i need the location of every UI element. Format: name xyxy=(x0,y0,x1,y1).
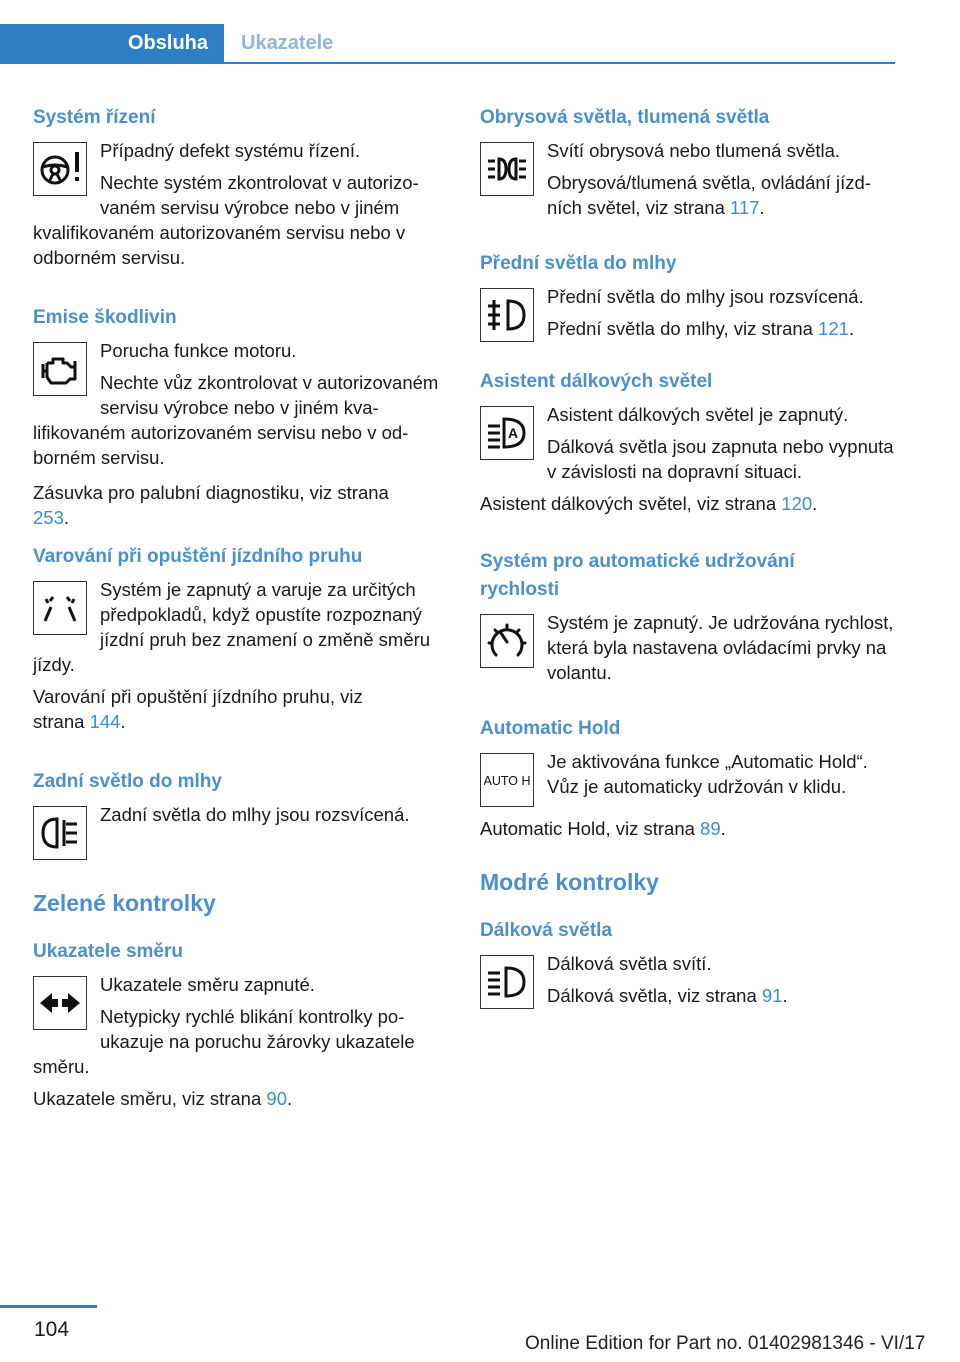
turn-signal-icon xyxy=(33,976,87,1030)
section-steering xyxy=(33,104,447,270)
auto-hold-icon xyxy=(480,753,534,807)
cross-reference xyxy=(33,684,393,734)
indicator-entry xyxy=(33,577,447,677)
page-link-144[interactable]: 144 xyxy=(89,711,121,732)
reference-text: Dálková světla, viz strana xyxy=(547,985,762,1006)
reference-text: Přední světla do mlhy, viz strana xyxy=(547,318,819,339)
high-beam-assistant-icon xyxy=(480,406,534,460)
section-turn-signals xyxy=(33,938,447,1111)
engine-check-icon xyxy=(33,342,87,396)
description-line: Nechte vůz zkontrolovat v autorizovaném servisu výrobce nebo v jiném kvalifikovaném autorizovaném servisu nebo v odborném servisu. xyxy=(33,372,439,468)
description-line: Dálková světla svítí. xyxy=(547,953,712,974)
description-line: Systém je zapnutý. Je udržována rychlost, která byla nastavena ovládacími prvky na volantu. xyxy=(547,612,894,683)
page-link-89[interactable]: 89 xyxy=(700,818,721,839)
rear-fog-light-icon xyxy=(33,806,87,860)
page-link-90[interactable]: 90 xyxy=(266,1088,287,1109)
description-line: Svítí obrysová nebo tlumená světla. xyxy=(547,140,841,161)
description-line: Ukazatele směru zapnuté. xyxy=(100,974,315,995)
section-heading: Asistent dálkových světel xyxy=(480,371,713,392)
indicator-entry xyxy=(480,951,894,1011)
cross-reference xyxy=(33,480,393,530)
reference-end: . xyxy=(120,711,126,732)
section-front-fog xyxy=(480,250,894,344)
section-lane-departure xyxy=(33,543,447,734)
indicator-entry xyxy=(33,802,447,862)
cruise-control-icon xyxy=(480,614,534,668)
page-link-91[interactable]: 91 xyxy=(761,985,783,1006)
reference-end: . xyxy=(848,318,855,339)
edition-note: Online Edition for Part no. 01402981346 - VI/17 xyxy=(525,1333,926,1354)
page-link-117[interactable]: 117 xyxy=(730,197,760,218)
section-high-beam xyxy=(480,917,894,1011)
green-indicators-title: Zelené kontrolky xyxy=(33,890,216,916)
section-heading: Dálková světla xyxy=(480,920,613,941)
lane-departure-icon xyxy=(33,581,87,635)
cross-reference xyxy=(33,1086,447,1111)
indicator-entry xyxy=(480,138,894,220)
indicator-entry xyxy=(33,338,447,470)
page-link-121[interactable]: 121 xyxy=(818,318,849,339)
section-heading: Automatic Hold xyxy=(480,718,621,739)
description-line: Asistent dálkových světel je zapnutý. xyxy=(547,404,849,425)
description-line: Dálková světla jsou zapnuta nebo vypnuta v závislosti na dopravní situaci. xyxy=(547,436,894,482)
page-number: 104 xyxy=(34,1318,70,1341)
reference-end: . xyxy=(782,985,788,1006)
section-high-beam-assistant xyxy=(480,368,894,516)
description-line: Zadní světla do mlhy jsou rozsvícená. xyxy=(100,804,410,825)
reference-end: . xyxy=(286,1088,293,1109)
section-heading: Emise škodlivin xyxy=(33,307,177,328)
front-fog-light-icon xyxy=(480,288,534,342)
description-line: Netypicky rychlé blikání kontrolky poukazuje na poruchu žárovky ukazatele směru. xyxy=(33,1006,415,1077)
section-heading: Ukazatele směru xyxy=(33,941,183,962)
description-line: Porucha funkce motoru. xyxy=(100,340,297,361)
reference-text: Varování při opuštění jízdního pruhu, viz strana xyxy=(33,686,363,732)
chapter-tabbar xyxy=(0,24,895,64)
cross-reference xyxy=(480,170,894,220)
cross-reference xyxy=(480,816,894,841)
cross-reference xyxy=(480,983,894,1008)
indicator-entry xyxy=(480,610,894,685)
indicator-entry xyxy=(33,138,447,270)
description-line: Přední světla do mlhy jsou rozsvícená. xyxy=(547,286,864,307)
section-heading: Varování při opuštění jízdního pruhu xyxy=(33,546,363,567)
indicator-entry xyxy=(33,972,447,1079)
indicator-entry xyxy=(480,402,894,484)
tab-obsluha[interactable]: Obsluha xyxy=(0,24,224,62)
reference-text: Ukazatele směru, viz strana xyxy=(33,1088,267,1109)
reference-text: Zásuvka pro palubní diagnostiku, viz strana xyxy=(33,482,389,503)
section-cruise-control xyxy=(480,548,894,685)
reference-text: Obrysová/tlumená světla, ovládání jízdních světel, viz strana xyxy=(547,172,871,218)
reference-text: Automatic Hold, viz strana xyxy=(480,818,701,839)
section-heading: Systém pro automatické udržování rychlosti xyxy=(480,551,795,600)
section-heading: Systém řízení xyxy=(33,107,156,128)
steering-warning-icon xyxy=(33,142,87,196)
auto-hold-icon-text: AUTO H xyxy=(484,774,530,788)
section-rear-fog xyxy=(33,768,447,862)
section-emissions xyxy=(33,304,447,530)
description-line: Systém je zapnutý a varuje za určitých předpokladů, když opustíte rozpoznaný jízdní pruh bez znamení o změně směru jízdy. xyxy=(33,579,431,675)
description-line: Nechte systém zkontrolovat v autorizovaném servisu výrobce nebo v jiném kvalifikovaném autorizovaném servisu nebo v odborném servisu. xyxy=(33,172,419,268)
reference-text: Asistent dálkových světel, viz strana xyxy=(480,493,782,514)
section-heading: Obrysová světla, tlumená světla xyxy=(480,107,770,128)
footer-rule xyxy=(0,1305,97,1308)
reference-end: . xyxy=(759,197,765,218)
reference-end: . xyxy=(720,818,726,839)
indicator-entry xyxy=(480,284,894,344)
svg-text:A: A xyxy=(507,425,519,441)
reference-end: . xyxy=(812,493,818,514)
section-auto-hold xyxy=(480,715,894,841)
section-heading: Zadní světlo do mlhy xyxy=(33,771,222,792)
description-line: Je aktivována funkce „Automatic Hold“. Vůz je automaticky udržován v klidu. xyxy=(547,751,868,797)
tab-ukazatele[interactable]: Ukazatele xyxy=(241,32,334,54)
indicator-entry xyxy=(480,749,894,809)
left-column xyxy=(33,104,447,1111)
cross-reference xyxy=(480,316,894,341)
page-link-120[interactable]: 120 xyxy=(781,493,813,514)
section-heading: Přední světla do mlhy xyxy=(480,253,677,274)
reference-end: . xyxy=(63,507,70,528)
cross-reference xyxy=(480,491,894,516)
high-beam-icon xyxy=(480,955,534,1009)
section-parking-lights xyxy=(480,104,894,220)
page-link-253[interactable]: 253 xyxy=(33,507,64,528)
right-column xyxy=(480,104,894,1011)
blue-indicators-title: Modré kontrolky xyxy=(480,869,659,895)
parking-lights-icon xyxy=(480,142,534,196)
description-line: Případný defekt systému řízení. xyxy=(100,140,361,161)
